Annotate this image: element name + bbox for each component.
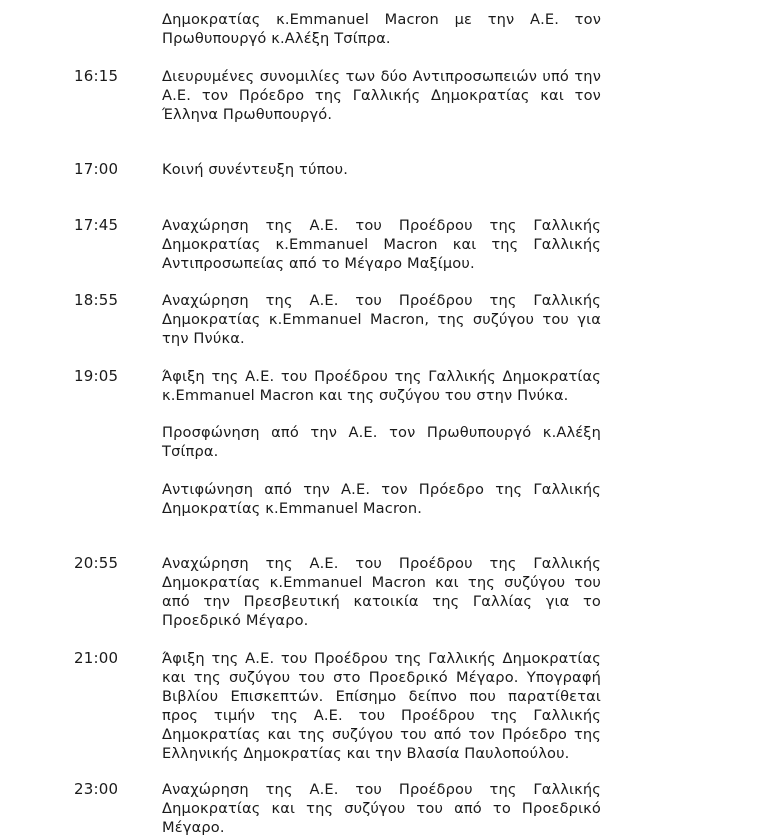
entry-time: 16:15 [74,67,119,85]
entry-time: 18:55 [74,291,119,309]
entry-text: Διευρυμένες συνομιλίες των δύο Αντιπροσωπειών υπό την Α.Ε. τον Πρόεδρο της Γαλλικής Δημοκρατίας και τον Έλληνα Πρωθυπουργό. [162,68,601,123]
entry-text: Αντιφώνηση από την Α.Ε. τον Πρόεδρο της Γαλλικής Δημοκρατίας κ.Emmanuel Macron. [162,481,601,517]
entry-time: 17:45 [74,216,119,234]
entry-text: Αναχώρηση της Α.Ε. του Προέδρου της Γαλλικής Δημοκρατίας κ.Emmanuel Macron και της Γαλλικής Αντιπροσωπείας από το Μέγαρο Μαξίμου. [162,217,601,272]
entry-time: 23:00 [74,780,119,798]
entry-time: 17:00 [74,160,119,178]
entry-text: Δημοκρατίας κ.Emmanuel Macron με την Α.Ε. τον Πρωθυπουργό κ.Αλέξη Τσίπρα. [162,11,601,47]
entry-text: Άφιξη της Α.Ε. του Προέδρου της Γαλλικής Δημοκρατίας και της συζύγου του στο Προεδρικό Μέγαρο. Υπογραφή Βιβλίου Επισκεπτών. Επίσημο δείπνο που παρατίθεται προς τιμήν της Α.Ε. του Προέδρου της Γαλλικής Δημοκρατίας και της συζύγου του από τον Πρόεδρο της Ελληνικής Δημοκρατίας και την Βλασία Παυλοπούλου. [162,650,601,762]
entry-time: 21:00 [74,649,119,667]
entry-text: Κοινή συνέντευξη τύπου. [162,161,348,178]
entry-text: Άφιξη της Α.Ε. του Προέδρου της Γαλλικής Δημοκρατίας κ.Emmanuel Macron και της συζύγου του στην Πνύκα. [162,368,601,404]
entry-text: Αναχώρηση της Α.Ε. του Προέδρου της Γαλλικής Δημοκρατίας κ.Emmanuel Macron και της συζύγου του από την Πρεσβευτική κατοικία της Γαλλίας για το Προεδρικό Μέγαρο. [162,555,601,629]
entry-text: Αναχώρηση της Α.Ε. του Προέδρου της Γαλλικής Δημοκρατίας και της συζύγου του από το Προεδρικό Μέγαρο. [162,781,601,836]
entry-time: 19:05 [74,367,119,385]
entry-text: Αναχώρηση της Α.Ε. του Προέδρου της Γαλλικής Δημοκρατίας κ.Emmanuel Macron, της συζύγου του για την Πνύκα. [162,292,601,347]
entry-time: 20:55 [74,554,119,572]
entry-text: Προσφώνηση από την Α.Ε. τον Πρωθυπουργό κ.Αλέξη Τσίπρα. [162,424,601,460]
